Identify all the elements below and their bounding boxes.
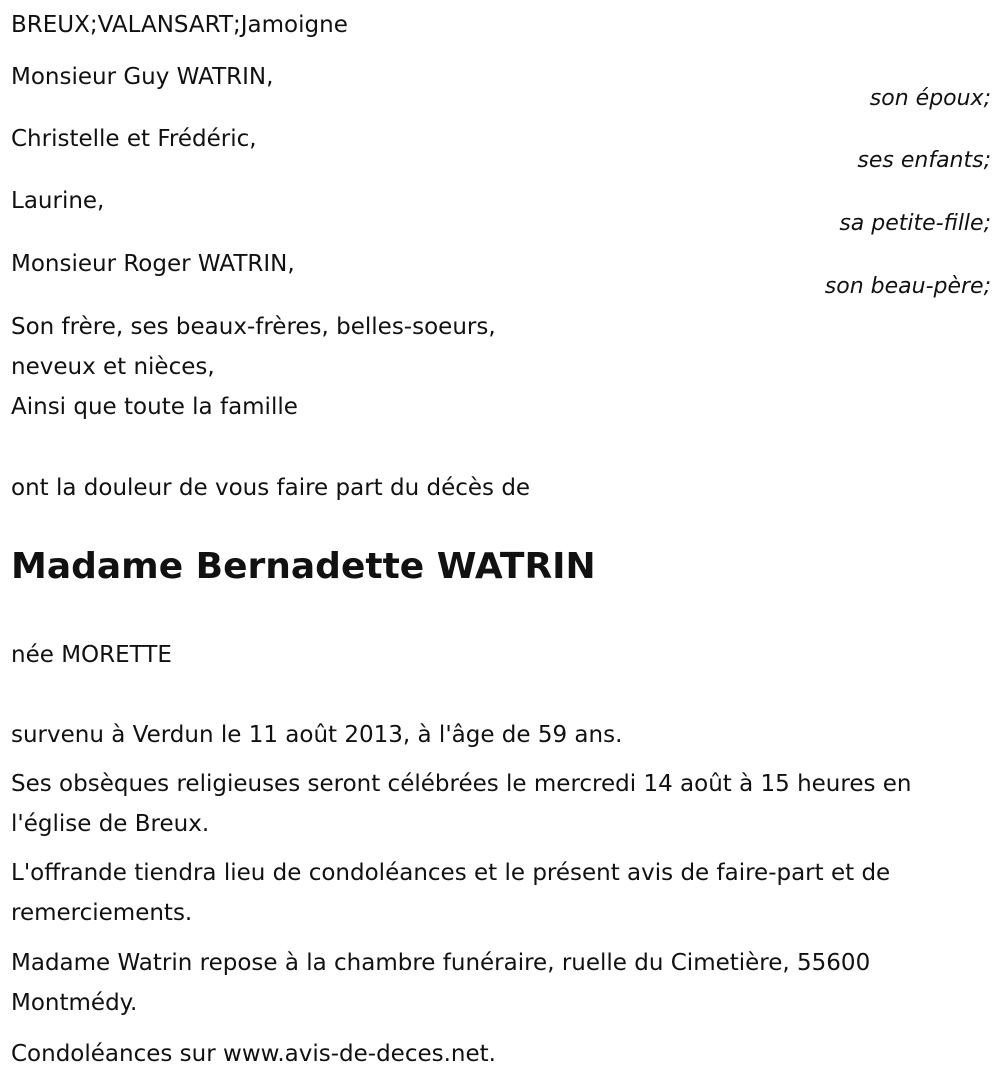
condolences-link[interactable]: Condoléances sur www.avis-de-deces.net. [11, 1041, 496, 1067]
family-member-role: son époux; [869, 86, 991, 111]
maiden-name: née MORETTE [11, 642, 172, 668]
family-member-name: Christelle et Frédéric, [11, 126, 257, 152]
family-member-name: Monsieur Guy WATRIN, [11, 64, 274, 90]
deceased-name: Madame Bernadette WATRIN [11, 546, 596, 587]
offering-note: L'offrande tiendra lieu de condoléances et le présent avis de faire-part et de remerciements. [11, 860, 891, 926]
family-member-role: ses enfants; [857, 148, 991, 173]
family-member-name: Monsieur Roger WATRIN, [11, 251, 295, 277]
funeral-home-location: Madame Watrin repose à la chambre funéraire, ruelle du Cimetière, 55600 Montmédy. [11, 950, 871, 1016]
death-details: survenu à Verdun le 11 août 2013, à l'âge de 59 ans. [11, 722, 623, 748]
family-member-role: sa petite-fille; [839, 211, 991, 236]
family-member-name: Laurine, [11, 188, 105, 214]
family-member-role: son beau-père; [824, 274, 991, 299]
funeral-details: Ses obsèques religieuses seront célébrées le mercredi 14 août à 15 heures en l'église de Breux. [11, 771, 912, 837]
location-header: BREUX;VALANSART;Jamoigne [11, 12, 348, 38]
relatives-line: Ainsi que toute la famille [11, 394, 298, 420]
announcement-text: ont la douleur de vous faire part du décès de [11, 475, 531, 501]
relatives-line: Son frère, ses beaux-frères, belles-soeurs, [11, 314, 496, 340]
relatives-line: neveux et nièces, [11, 354, 215, 380]
